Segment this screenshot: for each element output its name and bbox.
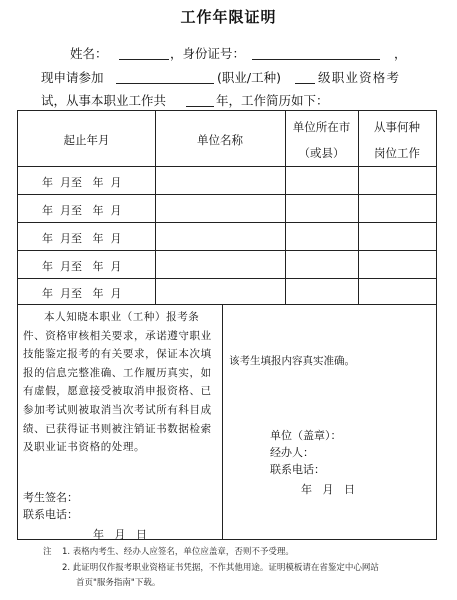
applicant-declaration: 本人知晓本职业（工种）报考条件、资格审核相关要求，承诺遵守职业技能鉴定报考的有关要求，保证本次填报的信息完整准确、工作履历真实，如有虚假，愿意接受被取消申报资格、已参加考试则被取消当次考试所有科目成绩、已获得证书则被注销证书数据检索及职业证书资格的处理。 (23, 311, 212, 454)
table-bottom-divider (18, 304, 436, 305)
bottom-section-divider (222, 304, 223, 539)
work-history-form (17, 110, 437, 540)
id-end-comma: ， (394, 46, 407, 61)
unit-stamp-label: 单位（盖章）： (270, 429, 342, 442)
col-header-position-line1: 从事何种 (374, 120, 420, 134)
column-divider (285, 111, 286, 304)
verifier-phone-label: 联系电话： (270, 463, 325, 476)
years-blank[interactable] (186, 105, 214, 107)
id-number-blank[interactable] (252, 58, 380, 60)
verification-date: 年 月 日 (301, 483, 355, 496)
name-blank[interactable] (119, 58, 169, 60)
applicant-phone-label: 联系电话： (23, 508, 78, 521)
verification-statement: 该考生填报内容真实准确。 (229, 355, 355, 367)
period-cell[interactable]: 年 月至 年 月 (42, 204, 122, 217)
applicant-date: 年 月 日 (93, 528, 147, 541)
column-divider (358, 111, 359, 304)
note-2-line1: 2. 此证明仅作报考职业资格证书凭据，不作其他用途。证明模板请在省鉴定中心网站 (62, 563, 379, 573)
col-header-unit-name: 单位名称 (197, 133, 243, 147)
level-blank[interactable] (295, 82, 315, 84)
notes-label: 注 (43, 547, 52, 557)
period-cell[interactable]: 年 月至 年 月 (42, 232, 122, 245)
period-cell[interactable]: 年 月至 年 月 (42, 176, 122, 189)
page-title: 工作年限证明 (180, 8, 277, 26)
id-label: ，身份证号： (170, 46, 246, 61)
col-header-city-line1: 单位所在市 (292, 120, 351, 134)
years-suffix: 年，工作简历如下： (216, 93, 329, 108)
header-row-divider (18, 166, 436, 167)
row-divider (18, 250, 436, 251)
note-2-line2: 首页"服务指南"下载。 (76, 578, 161, 588)
row-divider (18, 278, 436, 279)
note-1: 1. 表格内考生、经办人应签名，单位应盖章，否则不予受理。 (62, 547, 294, 557)
col-header-period: 起止年月 (63, 133, 110, 147)
occupation-blank[interactable] (116, 82, 214, 84)
name-label: 姓名： (70, 46, 108, 61)
occupation-label: (职业/工种) (217, 70, 281, 85)
period-cell[interactable]: 年 月至 年 月 (42, 260, 122, 273)
row-divider (18, 222, 436, 223)
period-cell[interactable]: 年 月至 年 月 (42, 287, 122, 300)
years-prefix: 试，从事本职业工作共 (41, 93, 167, 108)
apply-prefix: 现申请参加 (41, 70, 104, 85)
col-header-position-line2: 岗位工作 (374, 146, 420, 160)
applicant-signature-label: 考生签名： (23, 491, 78, 504)
level-suffix: 级职业资格考 (318, 70, 401, 85)
col-header-city-line2: （或县） (298, 146, 345, 160)
handler-label: 经办人： (270, 446, 314, 459)
row-divider (18, 194, 436, 195)
